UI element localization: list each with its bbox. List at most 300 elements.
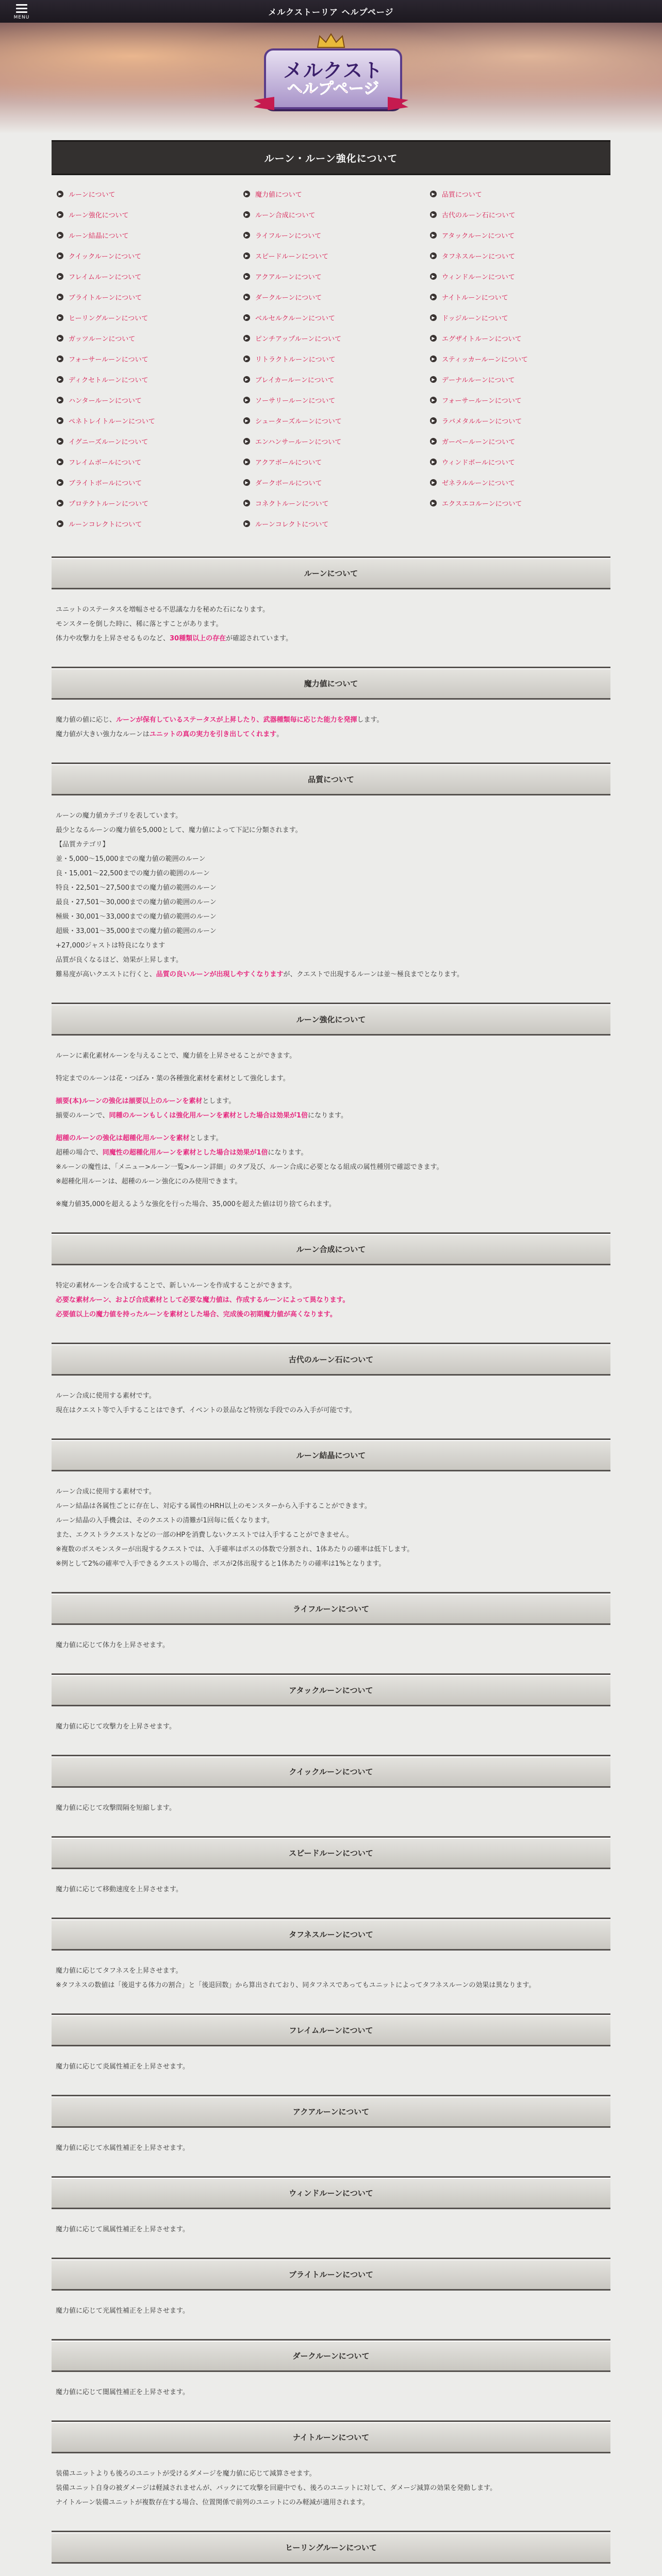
- paragraph-line: [56, 1072, 606, 1086]
- toc-link-label: ラバメタルルーンについて: [442, 417, 522, 426]
- chevron-right-icon: ▶: [430, 355, 437, 362]
- chevron-right-icon: ▶: [57, 417, 63, 424]
- toc-link-label: ライフルーンについて: [255, 232, 322, 240]
- menu-button[interactable]: [11, 2, 32, 21]
- section-title: ブライトルーンについて: [52, 2258, 610, 2291]
- toc-link[interactable]: [243, 307, 420, 328]
- chevron-right-icon: ▶: [430, 232, 437, 239]
- body-text: 良・15,001〜22,500までの魔力値の範囲のルーン: [56, 870, 210, 877]
- paragraph-line: [56, 1389, 606, 1403]
- body-text: 魔力値に応じて体力を上昇させます。: [56, 1641, 169, 1649]
- paragraph-line: [56, 1543, 606, 1557]
- section-body: [52, 2128, 610, 2159]
- chevron-right-icon: ▶: [430, 500, 437, 506]
- chevron-right-icon: ▶: [57, 438, 63, 445]
- paragraph-gap: [56, 1123, 606, 1131]
- paragraph-line: [56, 1160, 606, 1175]
- highlight-text: 同魔性の超種化用ルーンを素材とした場合は効果が1倍: [102, 1149, 268, 1157]
- section-body: [52, 2046, 610, 2077]
- body-text: ユニットのステータスを増幅させる不思議な力を秘めた石になります。: [56, 606, 270, 614]
- chevron-right-icon: ▶: [243, 459, 250, 465]
- chevron-right-icon: ▶: [243, 417, 250, 424]
- body-text: ルーン結晶の入手機会は、そのクエストの清難が1回毎に低くなります。: [56, 1517, 274, 1524]
- paragraph-line: [56, 1485, 606, 1499]
- toc-link[interactable]: [243, 369, 420, 389]
- paragraph-line: [56, 953, 606, 968]
- paragraph-line: [56, 2496, 606, 2510]
- toc-link[interactable]: [243, 472, 420, 493]
- toc-link-label: ナイトルーンについて: [442, 294, 508, 302]
- toc-link[interactable]: [430, 410, 606, 431]
- toc-link[interactable]: [57, 348, 233, 369]
- chevron-right-icon: ▶: [430, 211, 437, 218]
- body-text: ※複数のボスモンスターが出現するクエストでは、入手確率はボスの体数で分割され、1体あたりの確率は低下します。: [56, 1546, 414, 1553]
- toc-link[interactable]: [243, 183, 420, 204]
- body-text: また、エクストラクエストなどの一部のHPを消費しないクエストでは入手することができません。: [56, 1531, 353, 1539]
- toc-link-label: シューターズルーンについて: [255, 417, 342, 426]
- paragraph-gap: [56, 1086, 606, 1094]
- toc-link[interactable]: [57, 307, 233, 328]
- chevron-right-icon: ▶: [430, 294, 437, 300]
- toc-link[interactable]: [57, 204, 233, 225]
- chevron-right-icon: ▶: [430, 479, 437, 486]
- toc-link[interactable]: [430, 493, 606, 513]
- body-text: 特定までのルーンは花・つぼみ・葉の各種強化素材を素材として強化します。: [56, 1075, 290, 1082]
- paragraph-line: [56, 823, 606, 838]
- body-text: 最少となるルーンの魔力値を5,000として、魔力値によって下記に分類されます。: [56, 826, 302, 834]
- toc-link[interactable]: [430, 225, 606, 245]
- toc-link[interactable]: [430, 369, 606, 389]
- paragraph-line: [56, 1720, 606, 1734]
- body-text: 並・5,000〜15,000までの魔力値の範囲のルーン: [56, 855, 206, 863]
- chevron-right-icon: ▶: [243, 376, 250, 383]
- paragraph-gap: [56, 1063, 606, 1072]
- paragraph-line: [56, 713, 606, 727]
- toc-link-label: ベルセルクルーンについて: [255, 314, 335, 323]
- body-text: ※超種化用ルーンは、超種のルーン強化にのみ使用できます。: [56, 1178, 242, 1185]
- toc-link[interactable]: [430, 266, 606, 286]
- toc-link-label: コネクトルーンについて: [255, 500, 329, 508]
- body-text: ※タフネスの数値は「後退する体力の割合」と「後退回数」から算出されており、同タフネスであってもユニットによってタフネスルーンの効果は異なります。: [56, 1981, 536, 1989]
- paragraph-line: [56, 1279, 606, 1293]
- toc-link-label: ゼネラルルーンについて: [442, 479, 515, 487]
- body-text: +27,000ジャストは特良になります: [56, 942, 166, 950]
- section-title: アクアルーンについて: [52, 2095, 610, 2128]
- toc-link-label: ウィンドルーンについて: [442, 273, 515, 281]
- toc-link[interactable]: [57, 472, 233, 493]
- toc-link[interactable]: [430, 348, 606, 369]
- paragraph-line: [56, 1403, 606, 1418]
- menu-label: MENU: [13, 15, 30, 20]
- toc-link[interactable]: [430, 286, 606, 307]
- toc-link-label: アクアルーンについて: [255, 273, 322, 281]
- toc-link-label: ルーン結晶について: [69, 232, 129, 240]
- toc-link-label: ソーサリールーンについて: [255, 397, 336, 405]
- chevron-right-icon: ▶: [430, 191, 437, 197]
- paragraph-line: [56, 852, 606, 867]
- paragraph-line: [56, 881, 606, 895]
- paragraph-line: [56, 1175, 606, 1189]
- chevron-right-icon: ▶: [430, 335, 437, 342]
- section-title: ウィンドルーンについて: [52, 2176, 610, 2209]
- section-body: [52, 2453, 610, 2513]
- toc-link[interactable]: [57, 266, 233, 286]
- toc-link[interactable]: [57, 286, 233, 307]
- chevron-right-icon: ▶: [57, 520, 63, 527]
- toc-link[interactable]: [430, 204, 606, 225]
- paragraph-line: [56, 727, 606, 742]
- paragraph-line: [56, 1308, 606, 1322]
- toc-link[interactable]: [243, 225, 420, 245]
- toc-link-label: ウィンドボールについて: [442, 459, 515, 467]
- toc-link-label: フレイムボールについて: [69, 459, 142, 467]
- section-title: ルーン結晶について: [52, 1438, 610, 1471]
- paragraph-line: [56, 2223, 606, 2237]
- paragraph-line: [56, 895, 606, 910]
- chevron-right-icon: ▶: [57, 211, 63, 218]
- body-text: 難易度が高いクエストに行くと、: [56, 971, 156, 978]
- chevron-right-icon: ▶: [57, 376, 63, 383]
- toc-link[interactable]: [430, 183, 606, 204]
- body-text: 魔力値が大きい強力なルーンは: [56, 731, 150, 738]
- chevron-right-icon: ▶: [430, 397, 437, 403]
- paragraph-line: [56, 1514, 606, 1528]
- chevron-right-icon: ▶: [243, 438, 250, 445]
- body-text: ルーン合成に使用する素材です。: [56, 1488, 156, 1496]
- body-text: 魔力値に応じて攻撃間隔を短縮します。: [56, 1804, 176, 1812]
- section-body: [52, 1788, 610, 1819]
- toc-link-label: ルーンコレクトについて: [255, 520, 329, 529]
- page-title: メルクストーリア ヘルプページ: [268, 7, 394, 17]
- chevron-right-icon: ▶: [430, 314, 437, 321]
- body-text: 魔力値に応じて攻撃力を上昇させます。: [56, 1723, 176, 1731]
- paragraph-line: [56, 2304, 606, 2318]
- body-text: とします。: [189, 1134, 223, 1142]
- toc-link-label: ガーベールーンについて: [442, 438, 516, 446]
- toc-link[interactable]: [430, 328, 606, 348]
- section-body: [52, 2372, 610, 2403]
- toc-link[interactable]: [430, 389, 606, 410]
- toc-link[interactable]: [243, 389, 420, 410]
- section-body: [52, 1036, 610, 1215]
- toc-link-label: イグニーズルーンについて: [69, 438, 148, 446]
- chevron-right-icon: ▶: [430, 252, 437, 259]
- toc-link-label: フォーサールーンについて: [442, 397, 522, 405]
- toc-link-label: アクアボールについて: [255, 459, 322, 467]
- paragraph-line: [56, 867, 606, 881]
- section-title: ヒーリングルーンについて: [52, 2531, 610, 2564]
- section-body: [52, 2291, 610, 2321]
- highlight-text: ユニットの真の実力を引き出してくれます: [149, 731, 277, 738]
- body-text: になります。: [308, 1112, 347, 1120]
- toc-link[interactable]: [243, 493, 420, 513]
- toc-link[interactable]: [430, 451, 606, 472]
- logo-sub-text: ヘルプページ: [287, 79, 379, 98]
- chevron-right-icon: ▶: [430, 438, 437, 445]
- section-title: クイックルーンについて: [52, 1755, 610, 1788]
- chevron-right-icon: ▶: [57, 232, 63, 239]
- paragraph-gap: [56, 1189, 606, 1197]
- section-body: [52, 795, 610, 985]
- toc-link-label: ヒーリングルーンについて: [69, 314, 148, 323]
- chevron-right-icon: ▶: [57, 355, 63, 362]
- body-text: になります。: [268, 1149, 308, 1157]
- paragraph-line: [56, 1146, 606, 1160]
- paragraph-line: [56, 1638, 606, 1653]
- paragraph-line: [56, 2467, 606, 2481]
- highlight-text: 揃要(本)ルーンの強化は揃要以上のルーンを素材: [56, 1097, 203, 1105]
- paragraph-line: [56, 1197, 606, 1212]
- toc-link-label: フォーサールーンについて: [69, 355, 148, 364]
- paragraph-line: [56, 1499, 606, 1514]
- body-text: 。: [276, 731, 284, 738]
- paragraph-line: [56, 1094, 606, 1109]
- crown-icon: [316, 33, 346, 48]
- section-body: [52, 1376, 610, 1421]
- body-text: 特定の素材ルーンを合成することで、新しいルーンを作成することができます。: [56, 1282, 296, 1290]
- chevron-right-icon: ▶: [57, 294, 63, 300]
- body-text: 現在はクエスト等で入手することはできず、イベントの景品など特別な手段でのみ入手が可能です。: [56, 1406, 356, 1414]
- toc-link[interactable]: [57, 431, 233, 451]
- chevron-right-icon: ▶: [430, 376, 437, 383]
- toc-link-label: ハンタールーンについて: [69, 397, 142, 405]
- section-title: フレイムルーンについて: [52, 2013, 610, 2046]
- paragraph-line: [56, 2385, 606, 2400]
- toc-link-label: アタックルーンについて: [442, 232, 515, 240]
- highlight-text: ルーンが保有しているステータスが上昇したり、武器種類毎に応じた能力を発揮: [116, 716, 357, 724]
- chevron-right-icon: ▶: [243, 191, 250, 197]
- section-title: ライフルーンについて: [52, 1592, 610, 1625]
- toc-link-label: ピンチアップルーンについて: [255, 335, 342, 343]
- chevron-right-icon: ▶: [430, 273, 437, 280]
- toc-link-label: スティッカールーンについて: [442, 355, 528, 364]
- toc-link-label: ディクセトルーンについて: [69, 376, 148, 384]
- toc-link[interactable]: [243, 245, 420, 266]
- toc-link-label: ペネトレイトルーンについて: [69, 417, 155, 426]
- toc-link-label: ブライトボールについて: [69, 479, 142, 487]
- body-text: 魔力値に応じて闇属性補正を上昇させます。: [56, 2388, 189, 2396]
- toc-link[interactable]: [57, 225, 233, 245]
- section-title: ルーン強化について: [52, 1003, 610, 1036]
- paragraph-line: [56, 939, 606, 953]
- section-body: [52, 589, 610, 649]
- paragraph-line: [56, 910, 606, 924]
- toc-link-label: デーナルルーンについて: [442, 376, 515, 384]
- toc-link[interactable]: [57, 389, 233, 410]
- section-title: ルーン合成について: [52, 1232, 610, 1265]
- paragraph-line: [56, 968, 606, 982]
- toc-link-label: ダークボールについて: [255, 479, 322, 487]
- toc-link-label: ダークルーンについて: [255, 294, 322, 302]
- toc-link[interactable]: [430, 245, 606, 266]
- table-of-contents: [52, 175, 610, 539]
- paragraph-line: [56, 1978, 606, 1993]
- toc-link-label: エンハンサールーンについて: [255, 438, 342, 446]
- section-title: 魔力値について: [52, 667, 610, 700]
- paragraph-line: [56, 924, 606, 939]
- section-title: 品質について: [52, 762, 610, 795]
- toc-link[interactable]: [243, 410, 420, 431]
- chevron-right-icon: ▶: [57, 335, 63, 342]
- body-text: 品質が良くなるほど、効果が上昇します。: [56, 956, 183, 964]
- chevron-right-icon: ▶: [57, 459, 63, 465]
- section-header: ルーン・ルーン強化について: [52, 140, 610, 175]
- logo-main-text: メルクスト: [283, 58, 383, 82]
- body-text: ルーン合成に使用する素材です。: [56, 1392, 156, 1400]
- toc-link[interactable]: [57, 183, 233, 204]
- section-body: [52, 1706, 610, 1737]
- toc-link[interactable]: [243, 328, 420, 348]
- paragraph-line: [56, 1049, 606, 1063]
- toc-link-label: プロテクトルーンについて: [69, 500, 148, 508]
- section-body: [52, 1951, 610, 1996]
- body-text: モンスターを倒した時に、稀に落とすことがあります。: [56, 620, 223, 628]
- section-title: ダークルーンについて: [52, 2339, 610, 2372]
- chevron-right-icon: ▶: [243, 232, 250, 239]
- body-text: ルーン結晶は各属性ごとに存在し、対応する属性のHRH以上のモンスターから入手することができます。: [56, 1502, 371, 1510]
- chevron-right-icon: ▶: [57, 314, 63, 321]
- highlight-text: 30種類以上の存在: [170, 635, 226, 642]
- body-text: 最良・27,501〜30,000までの魔力値の範囲のルーン: [56, 899, 217, 906]
- toc-link[interactable]: [243, 513, 420, 534]
- toc-link[interactable]: [430, 431, 606, 451]
- chevron-right-icon: ▶: [243, 335, 250, 342]
- chevron-right-icon: ▶: [57, 273, 63, 280]
- body-text: 揃要のルーンで、: [56, 1112, 109, 1120]
- highlight-text: 必要な素材ルーン、および合成素材として必要な魔力値は、作成するルーンによって異なります。: [56, 1296, 350, 1304]
- highlight-text: 超種のルーンの強化は超種化用ルーンを素材: [56, 1134, 190, 1142]
- section-title: ルーンについて: [52, 556, 610, 589]
- section-body: [52, 1471, 610, 1574]
- help-page-logo: [249, 33, 413, 121]
- highlight-text: 必要値以上の魔力値を持ったルーンを素材とした場合、完成後の初期魔力値が高くなります。: [56, 1311, 337, 1318]
- paragraph-line: [56, 1109, 606, 1123]
- toc-link-label: ガッツルーンについて: [69, 335, 136, 343]
- body-text: 魔力値に応じて風属性補正を上昇させます。: [56, 2226, 189, 2233]
- paragraph-line: [56, 2481, 606, 2496]
- toc-link-label: ブレイカールーンについて: [255, 376, 335, 384]
- body-text: とします。: [202, 1097, 236, 1105]
- chevron-right-icon: ▶: [430, 459, 437, 465]
- toc-link[interactable]: [243, 266, 420, 286]
- body-text: 装備ユニットよりも後ろのユニットが受けるダメージを魔力値に応じて減算させます。: [56, 2470, 316, 2478]
- body-text: が、クエストで出現するルーンは並〜極良までとなります。: [283, 971, 464, 978]
- toc-link[interactable]: [57, 245, 233, 266]
- body-text: 【品質カテゴリ】: [56, 841, 109, 849]
- body-text: ナイトルーン装備ユニットが複数存在する場合、位置関係で前列のユニットにのみ軽減が適用されます。: [56, 2499, 369, 2506]
- toc-link[interactable]: [57, 369, 233, 389]
- section-title: 古代のルーン石について: [52, 1343, 610, 1376]
- paragraph-line: [56, 632, 606, 646]
- toc-link-label: エグザイトルーンについて: [442, 335, 522, 343]
- chevron-right-icon: ▶: [243, 397, 250, 403]
- body-text: 魔力値に応じてタフネスを上昇させます。: [56, 1967, 183, 1975]
- toc-link[interactable]: [243, 286, 420, 307]
- body-text: 超級・33,001〜35,000までの魔力値の範囲のルーン: [56, 927, 217, 935]
- body-text: が確認されています。: [226, 635, 293, 642]
- body-text: ルーンに素化素材ルーンを与えることで、魔力値を上昇させることができます。: [56, 1052, 296, 1060]
- body-text: ※例として2%の確率で入手できるクエストの場合、ボスが2体出現すると1体あたりの確率は1%となります。: [56, 1560, 386, 1568]
- toc-link[interactable]: [243, 431, 420, 451]
- body-text: 魔力値に応じて炎属性補正を上昇させます。: [56, 2063, 189, 2071]
- toc-link-label: 品質について: [442, 191, 482, 199]
- chevron-right-icon: ▶: [243, 314, 250, 321]
- chevron-right-icon: ▶: [243, 273, 250, 280]
- chevron-right-icon: ▶: [243, 520, 250, 527]
- toc-link[interactable]: [57, 493, 233, 513]
- paragraph-line: [56, 838, 606, 852]
- paragraph-line: [56, 1131, 606, 1146]
- body-text: 魔力値に応じて水属性補正を上昇させます。: [56, 2144, 189, 2152]
- section-body: [52, 1869, 610, 1900]
- chevron-right-icon: ▶: [57, 191, 63, 197]
- main-content: [52, 140, 610, 2576]
- toc-link-label: クイックルーンについて: [69, 252, 142, 261]
- highlight-text: 品質の良いルーンが出現しやすくなります: [156, 971, 284, 978]
- chevron-right-icon: ▶: [57, 500, 63, 506]
- section-title: ナイトルーンについて: [52, 2420, 610, 2453]
- paragraph-line: [56, 617, 606, 632]
- body-text: 魔力値の値に応じ、: [56, 716, 117, 724]
- top-bar: [0, 0, 662, 23]
- toc-link-label: 古代のルーン石について: [442, 211, 516, 219]
- toc-link[interactable]: [430, 307, 606, 328]
- hero-banner: [0, 23, 662, 134]
- chevron-right-icon: ▶: [243, 211, 250, 218]
- section-title: タフネスルーンについて: [52, 1918, 610, 1951]
- body-text: ※ルーンの魔性は、「メニュー>ルーン一覧>ルーン詳細」のタブ及び、ルーン合成に必要となる組成の属性種別で確認できます。: [56, 1163, 443, 1171]
- toc-link[interactable]: [430, 472, 606, 493]
- toc-link-label: ブライトルーンについて: [69, 294, 142, 302]
- toc-link[interactable]: [57, 451, 233, 472]
- paragraph-line: [56, 809, 606, 823]
- paragraph-line: [56, 1528, 606, 1543]
- body-text: ルーンの魔力値カテゴリを表しています。: [56, 812, 183, 820]
- toc-link[interactable]: [243, 348, 420, 369]
- chevron-right-icon: ▶: [430, 417, 437, 424]
- toc-link-label: ルーン強化について: [69, 211, 129, 219]
- toc-link[interactable]: [243, 204, 420, 225]
- toc-link-label: ルーン合成について: [255, 211, 316, 219]
- chevron-right-icon: ▶: [243, 355, 250, 362]
- chevron-right-icon: ▶: [57, 479, 63, 486]
- toc-link[interactable]: [57, 513, 233, 534]
- toc-link[interactable]: [57, 410, 233, 431]
- paragraph-line: [56, 1557, 606, 1571]
- section-title: スピードルーンについて: [52, 1836, 610, 1869]
- toc-link-label: ルーンコレクトについて: [69, 520, 142, 529]
- toc-link-label: エクスエコルーンについて: [442, 500, 522, 508]
- chevron-right-icon: ▶: [243, 479, 250, 486]
- section-body: [52, 1265, 610, 1325]
- chevron-right-icon: ▶: [243, 294, 250, 300]
- body-text: 特良・22,501〜27,500までの魔力値の範囲のルーン: [56, 884, 217, 892]
- chevron-right-icon: ▶: [57, 397, 63, 403]
- paragraph-line: [56, 1293, 606, 1308]
- toc-link[interactable]: [57, 328, 233, 348]
- body-text: 装備ユニット自身の被ダメージは軽減されませんが、バックにて攻撃を回避中でも、後ろのユニットに対して、ダメージ減算の効果を発動します。: [56, 2484, 497, 2492]
- toc-link-label: 魔力値について: [255, 191, 302, 199]
- toc-link-label: タフネスルーンについて: [442, 252, 515, 261]
- toc-link[interactable]: [243, 451, 420, 472]
- ribbon-icon: [254, 95, 408, 112]
- toc-link-label: フレイムルーンについて: [69, 273, 142, 281]
- body-text: 魔力値に応じて移動速度を上昇させます。: [56, 1886, 183, 1893]
- hamburger-icon: [16, 4, 27, 13]
- chevron-right-icon: ▶: [243, 252, 250, 259]
- paragraph-line: [56, 2060, 606, 2074]
- chevron-right-icon: ▶: [243, 500, 250, 506]
